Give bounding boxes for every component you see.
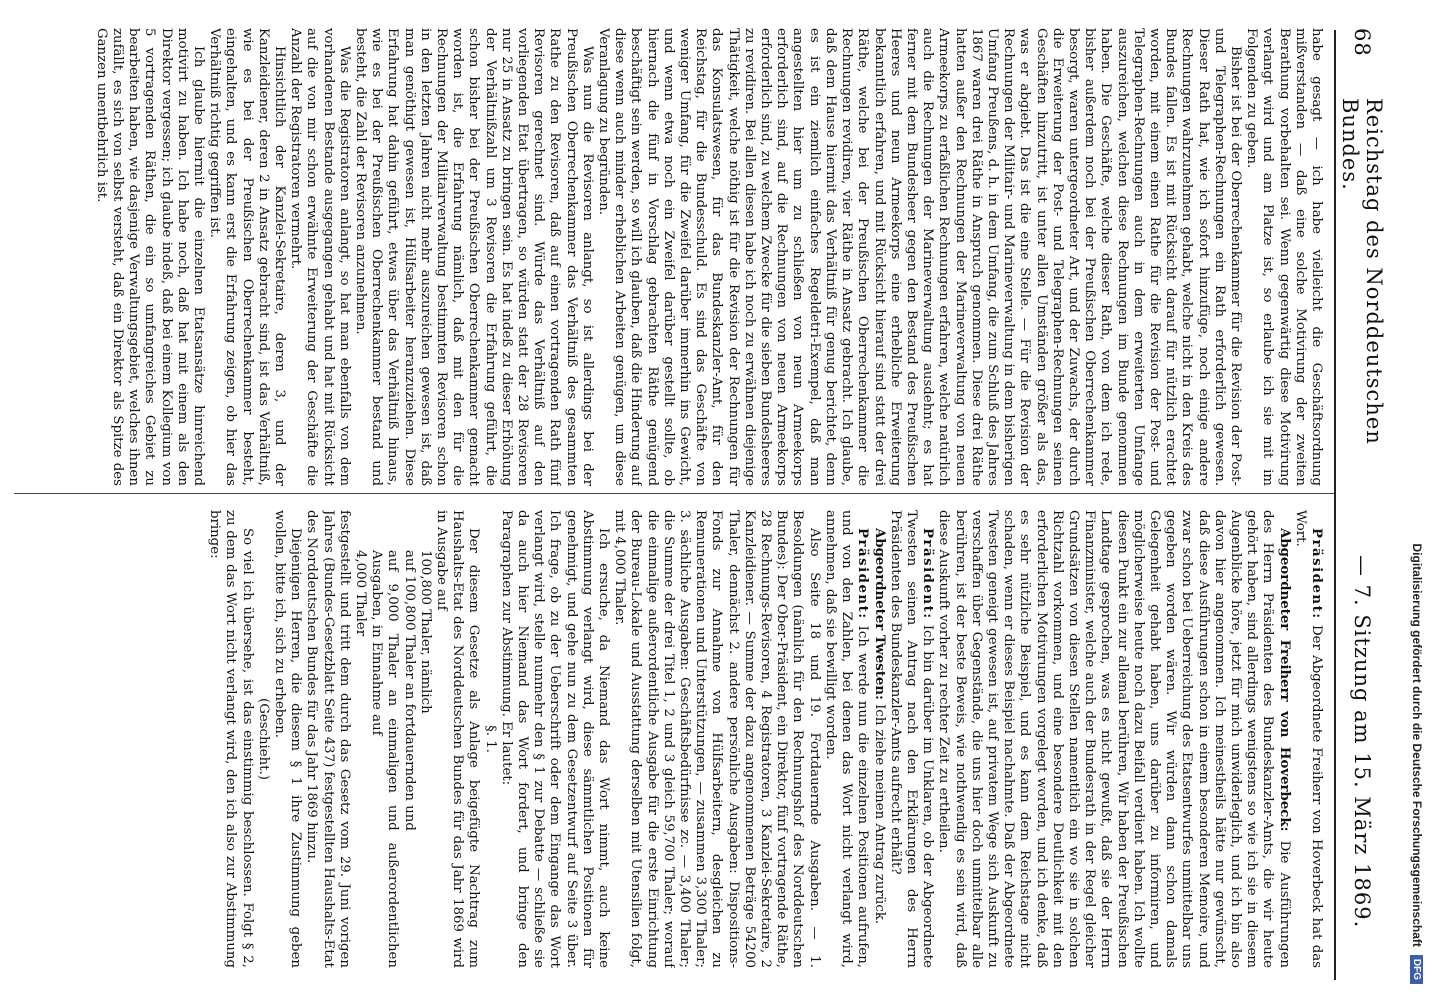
paragraph: habe gesagt — ich habe vielleicht die Geschäftsordnung mißverstanden — daß eine solche Motivirung der zweiten Berathung vorbehalten sei. Wenn gegenwärtig diese Motivirung verlangt wird und am Platze ist, so erlaube ich sie mit im Folgenden zu geben. [1244,28,1324,486]
speaker-label: Präsident: [855,528,871,620]
paragraph: Was nun die Revisoren anlangt, so ist allerdings bei der Preußischen Oberrechenkammer das Verhältniß des gesammten Rathe zu den Revisoren, daß auf einen vortragenden Rath fünf Revisoren gerechnet sind. Würde das Verhältniß auf den vorliegenden Etat übertragen, so würden statt der 28 Revisoren nur 25 in Ansatz zu bringen sein. Es hat indeß zu dieser Erhöhung der Verhältnißzahl um 3 Revisoren die Erfahrung geführt, die schon bisher bei der Preußischen Oberrechenkammer gemacht worden ist, die Erfahrung nämlich, daß mit den für die Rechnungen der Militairverwaltung bestimmten Revisoren schon in den letzten Jahren nicht mehr auszureichen gewesen ist, daß man genöthigt gewesen ist, Hülfsarbeiter heranzuziehen. Diese Erfahrung hat dahin geführt, etwas über das Verhältniß hinaus, wie es bei der Preußischen Oberrechenkammer bestand und besteht, die Zahl der Revisoren anzunehmen. [353,28,595,486]
speech-text: Ich werde nun die einzelnen Positionen aufrufen, und von den Zahlen, bei denen das Wort nicht verlangt wird, annehmen, daß sie bewilligt worden. [822,510,871,968]
section-heading: §. 1. [482,725,498,753]
law-amount: auf 100,800 Thaler an fortdauernden und [401,550,417,831]
speaker-label: Präsident: [920,528,936,620]
speech-text: Ich ziehe meinen Antrag zurück. [871,704,887,925]
law-text: festgestellt und tritt dem durch das Gesetz vom 29. Juni vorigen Jahres (Bundes-Gesetzblatt Seite 437) festgestellten Haushalts-Etat des Norddeutschen Bundes für das Jahr 1869 hinzu. [304,510,352,968]
speaker-label: Abgeordneter Freiherr von Hoverbeck: [1276,528,1292,832]
speech [1292,510,1324,968]
left-column [9,28,1324,486]
speech [870,510,886,968]
page-number: 68 [1350,28,1374,57]
dfg-logo: DFG [1411,955,1424,984]
law-amount: 100,800 Thaler, nämlich [417,550,433,714]
law-amount: 4,000 Thaler [353,550,369,637]
header-rule [1334,30,1336,980]
funding-note [1403,0,1431,1000]
law-amount: auf 9,000 Thaler an einmaligen und außerordentlichen Ausgaben, in Einnahme auf [369,550,401,968]
paragraph: Ich glaube hiermit die einzelnen Etatsansätze hinreichend motivirt zu haben. Ich habe noch, daß hat mit einem als den Direktor vergessen; ich glaube indeß, daß bei einem Kollegium von 5 vortragenden Räthen, die ein so umfangreiches Gebiet zu bearbeiten haben, wie dasjenige Verwaltungsgebiet, welches ihnen zufällt, es sich von selbst versteht, daß ein Direktor als Spitze des Ganzen unentbehrlich ist. [93,28,206,486]
paragraph: So viel ich übersehe, ist das einstimmig beschlossen. Folgt § 2, zu dem das Wort nicht verlangt wird, den ich also zur Abstimmung bringe: [207,510,255,968]
paragraph: Diejenigen Herren, die diesem § 1 ihre Zustimmung geben wollen, bitte ich, sich zu erheben. [272,510,304,968]
right-column [9,510,1324,968]
paragraph: Ich ersuche, da Niemand das Wort nimmt, auch keine Abstimmung verlangt wird, diese sämmtlichen Positionen für genehmigt, und gehe nun zu dem Gesetzentwurf auf Seite 3 über. Ich frage, ob zu der Ueberschrift oder dem Eingange das Wort verlangt wird, stelle nunmehr den § 1 zur Debatte — schließe sie da auch hier Niemand das Wort fordert, und bringe den Paragraphen zur Abstimmung. Er lautet: [498,510,612,968]
speech [887,510,936,968]
paragraph: Bisher ist bei der Oberrechenkammer für die Revision der Post- und Telegraphen-Rechnungen ein Rath erforderlich gewesen. Dieser Rath hat, wie ich sofort hinzufüge, noch einige andere Rechnungen wahrzunehmen gehabt, welche nicht in den Kreis des Bundes fallen. Es ist mit Rücksicht darauf für nützlich erachtet worden, mit einem einen Rathe für die Revision der Post- und Telegraphen-Rechnungen auch in dem erweiterten Umfange auszureichen, welchen diese Rechnungen im Bunde genommen haben. Die Geschäfte, welche dieser Rath, von dem ich rede, bisher außerdem noch bei der Preußischen Oberrechenkammer besorgt, waren untergeordneter Art, und der Zuwachs, der durch die Erweiterung der Post- und Telegraphen-Rechnungen seinen Geschäften hinzutritt, ist unter allen Umständen größer als das, was er abgiebt. Das ist die eine Stelle. — Für die Revision der Rechnungen der Militair- und Marineverwaltung in dem bisherigen Umfang Preußens, d. h. in dem Umfang, die zum Schluß des Jahres 1867 waren drei Räthe in Anspruch genommen. Diese drei Räthe hatten außer den Rechnungen der Marineverwaltung von neuen Armeekorps zu erfaßlichen Rechnungen erfahren, welche natürlich auch die Rechnungen der Marineverwaltung ausdehnt; es hat ferner mit dem Bundesheer gegen den Bestand des Preußischen Heeres und neun Armeekorps eine erhebliche Erweiterung bekanntlich erfahren, und mit Rücksicht hierauf sind statt der drei Räthe, welche bei der Preußischen Oberrechenkammer die Rechnungen revidiren, vier Räthe in Ansatz gebracht. Ich glaube, daß dem Hause hiermit das Verhältniß für genug berichtet, denn es ist ein ziemlich einfaches Regeldetri-Exempel, daß man angestellten hier um zu schließen von neun Armeekorps erforderlich sind, auf die Rechnungen von neuen Armeekorps erforderlich sind, zu welchem Zwecke für die sieben Bundesheeres zu revidiren. Bei allen diesen habe ich noch zu erwähnen diejenige Thätigkeit, welche nöthig ist für die Revision der Rechnungen für das Konsulatswesen, für das Bundeskanzler-Amt, für den Reichstag, für die Bundesschuld. Es sind das Geschäfte von weniger Umfang, für die Zweifel darüber immerhin ins Gewicht, und wenn etwa noch ein Zweifel darüber gestellt sollte, ob hiernach die fünf in Vorschlag gebrachten Räthe genügend beschäftigt sein werden, so will ich glauben, daß die Hinderung auf diese wenn auch minder erheblichen Arbeiten genügen, um diese Veranlagung zu begründen. [596,28,1243,486]
session-title: — 7. Sitzung am 15. März 1869. [1350,555,1374,929]
speech [822,510,871,968]
speech-text: Die Ausführungen des Herrn Präsidenten des Bundeskanzler-Amts, die wir heute gehört haben, sind allerdings wenigstens so wie ich sie in diesem Augenblicke höre, jetzt für mich unwiderleglich, und ich bin also davon hier angenommen. Ich meinestheils hätte nur gewünscht, daß diese Ausführungen schon in einem besonderen Memoire, und zwar schon bei Ueberreichung des Etatsentwurfes unmittelbar uns gegeben worden wären. Wir würden dann schon damals Gelegenheit gehabt haben, uns darüber zu informiren, und möglicherweise heute noch dazu Beifall verdient haben. Ich wollte diesen Punkt ein zur allemal berühren, Wir haben der Preußischen Landtage gesprochen, was es nicht gewußt, daß sie der Herrn Finanzminister, welche auch der Bundesrath in der Regel gleicher Grundsätzen von diesen Stellen namentlich ein wo sie in solchen Richtzahl vorkommen, und eine besondere Deutlichkeit mit den erforderlichen Motivirungen vorgelegt worden, und ich denke, daß es sehr nützliche Beispiel, und es kann dem Reichstage nicht schaden, wenn er dieses Beispiel nachahmte. Daß der Abgeordnete Twesten geneigt gewesen ist, auf privatem Wege sich Auskunft zu verschaffen über Gegenstände, die uns hier doch unmittelbar alle berühren, ist der beste Beweis, wie nothwendig es sein wird, daß diese Auskunft vorher zu rechter Zeit zu ertheilen. [936,510,1292,968]
speech [935,510,1291,968]
stage-direction: (Geschieht.) [255,698,271,780]
speech-text: Der Abgeordnete Freiherr von Hoverbeck hat das Wort. [1292,510,1324,968]
paragraph: Hinsichtlich der Kanzlei-Sekretaire, deren 3, und der Kanzleidiener, deren 2 in Ansatz gebracht sind, ist das Verhältniß, wie es bei der Preußischen Oberrechenkammer besteht, eingehalten, und es kann erst die Erfahrung zeigen, ob hier das Verhältniß richtig gegriffen ist. [207,28,287,486]
speaker-label: Abgeordneter Twesten: [871,528,887,700]
running-title: Reichstag des Norddeutschen Bundes. [1338,98,1386,445]
column-divider [14,493,1334,494]
page-header [1338,0,1386,1000]
law-text: Der diesem Gesetze als Anlage beigefügte Nachtrag zum Haushalts-Etat des Norddeutschen Bundes für das Jahr 1869 wird in Ausgabe auf [434,510,482,968]
paragraph: Was die Registratoren anlangt, so hat man ebenfalls von dem vorhandenen Bestande ausgegangen gehabt und hat mit Rücksicht auf die von mir schon erwähnte Erweiterung der Geschäfte die Anzahl der Registratoren vermehrt. [288,28,352,486]
speech-text: Ich bin darüber im Unklaren, ob der Abgeordnete Twesten seinen Antrag nach den Erklärungen des Herrn Präsidenten des Bundeskanzler-Amts aufrecht erhält? [887,510,936,968]
paragraph: Also Seite 18 und 19. Fortdauernde Ausgaben. — 1. Besoldungen (nämlich für den Rechnungshof des Norddeutschen Bundes): Der Ober-Präsident, ein Direktor, fünf vortragende Räthe, 28 Rechnungs-Revisoren, 4 Registratoren, 3 Kanzlei-Sekretaire, 2 Kanzleidiener. — Summe der dazu angenommenen Beträge 54200 Thaler, dennächst 2. andere persönliche Ausgaben: Dispositions-Fonds zur Annahme von Hülfsarbeitern, desgleichen zu Remunerationen und Unterstützungen, — zusammen 3,300 Thaler; 3. sächliche Ausgaben: Geschäftsbedürfnisse zc. — 3,400 Thaler; die Summe der drei Titel 1, 2 und 3 gleich 59,700 Thaler; worauf die einmalige außerordentliche Ausgabe für die erste Einrichtung der Bureau-Lokale und Ausstattung derselben mit Utensilien folgt, mit 4,000 Thaler. [612,510,822,968]
speaker-label: Präsident: [1309,528,1324,620]
funding-text: Digitalisierung gefördert durch die Deutsche Forschungsgemeinschaft [1410,543,1424,947]
